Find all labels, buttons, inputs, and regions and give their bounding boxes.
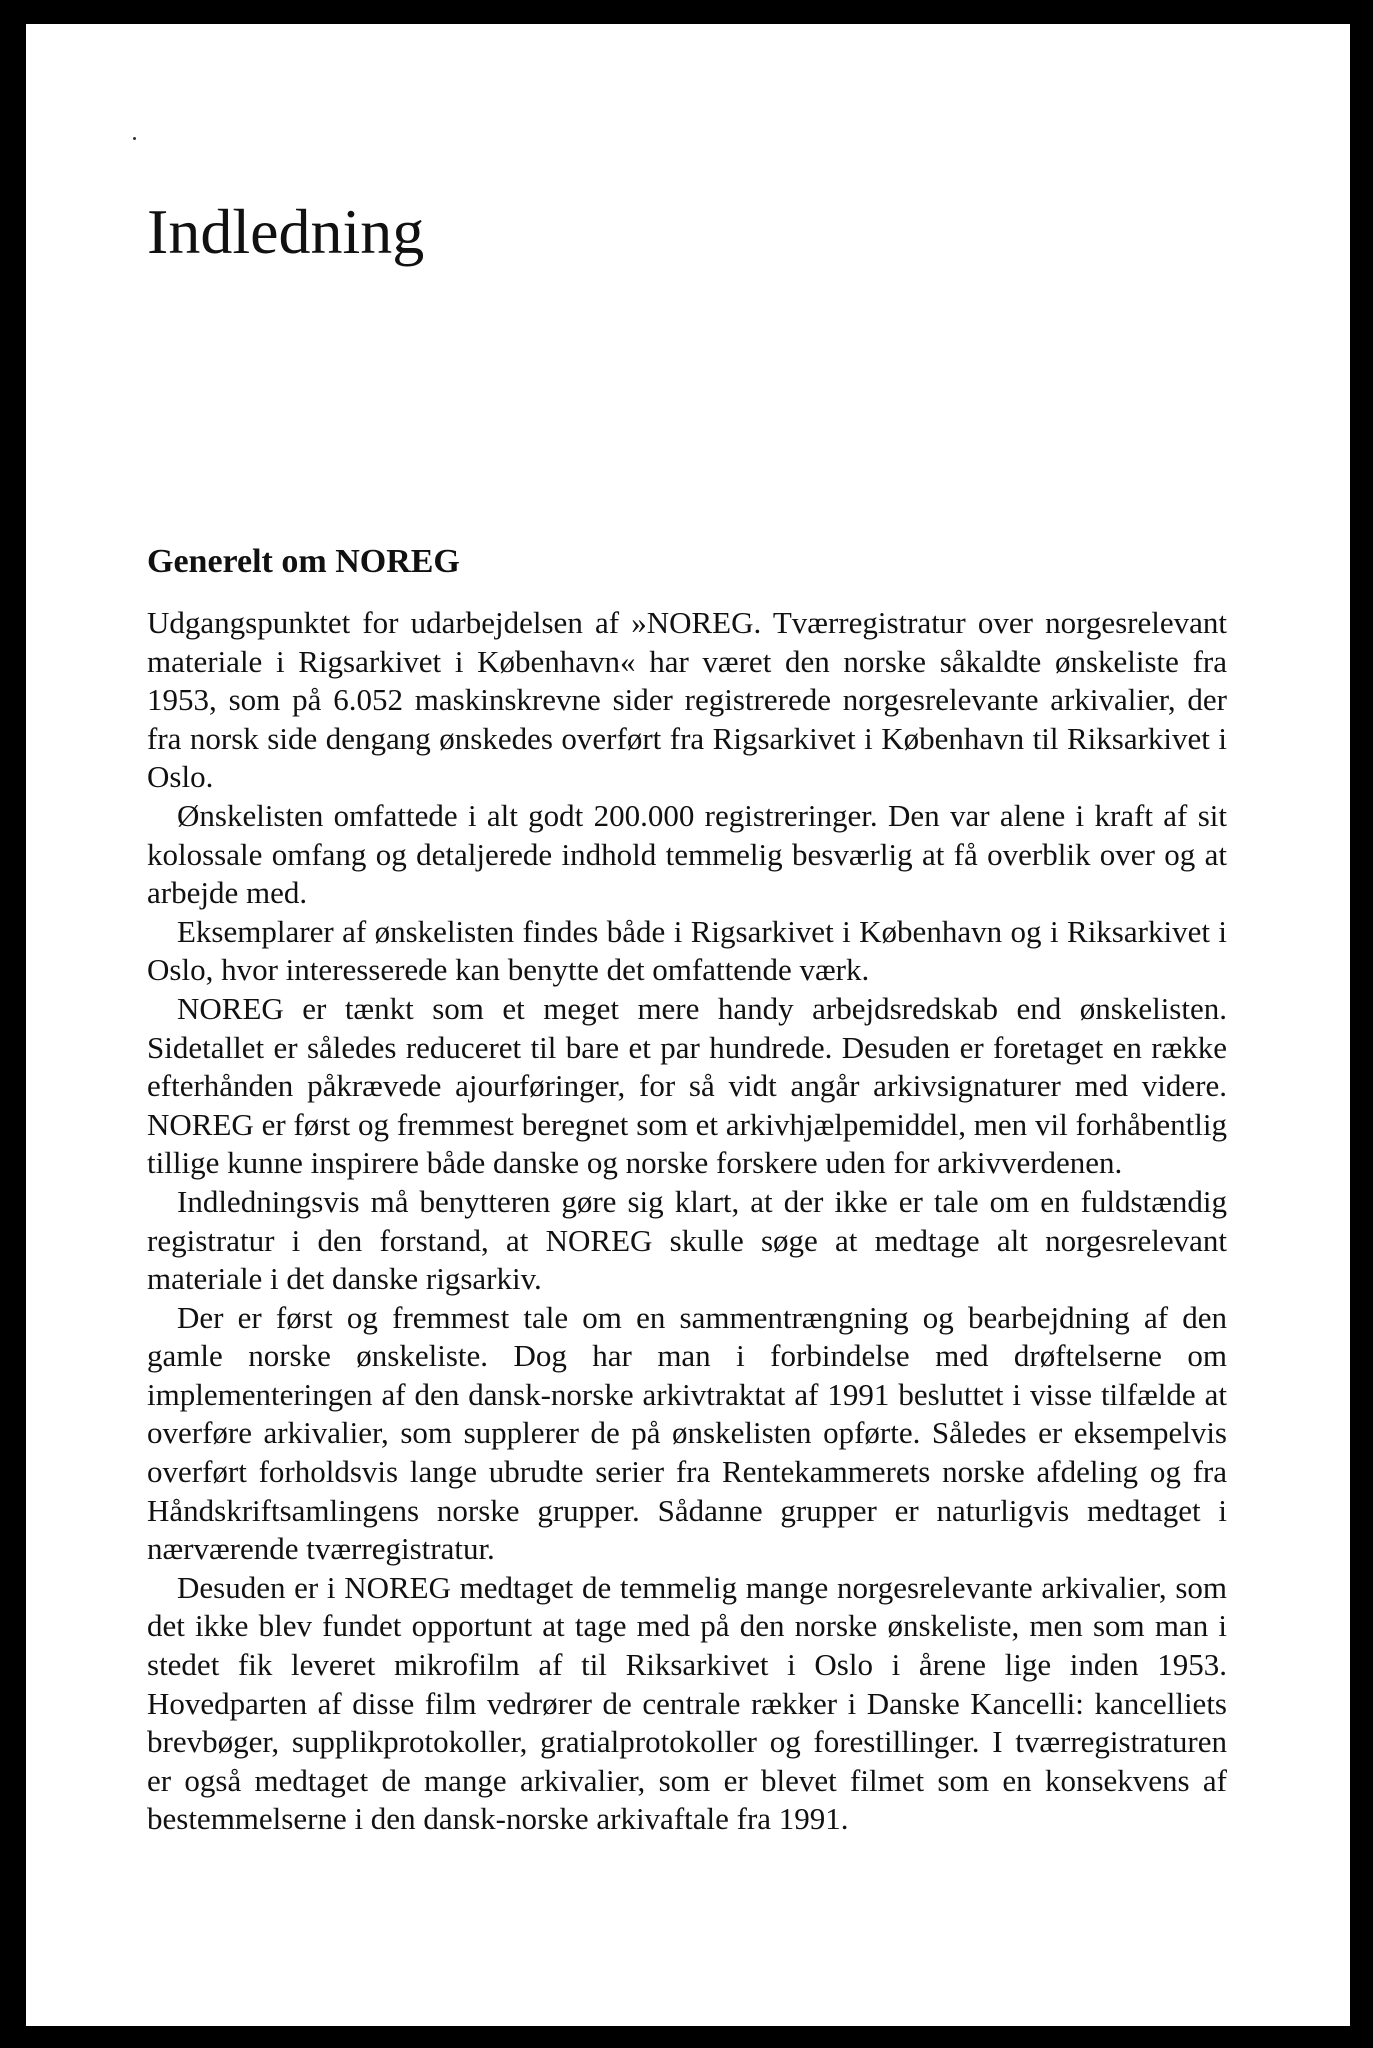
- section-heading: Generelt om NOREG: [147, 543, 460, 580]
- paragraph-2: Ønskelisten omfattede i alt godt 200.000 registreringer. Den var alene i kraft af sit kolossale omfang og detaljerede indhold temmelig besværlig at få overblik over og at arbejde med.: [147, 797, 1227, 911]
- page-title: Indledning: [147, 196, 425, 267]
- paragraph-3: Eksemplarer af ønskelisten findes både i Rigsarkivet i København og i Riksarkivet i Oslo, hvor interesserede kan benytte det omfattende værk.: [147, 913, 1227, 988]
- paragraph-5: Indledningsvis må benytteren gøre sig klart, at der ikke er tale om en fuldstændig registratur i den forstand, at NOREG skulle søge at medtage alt norgesrelevant materiale i det danske rigsarkiv.: [147, 1183, 1227, 1297]
- paragraph-6: Der er først og fremmest tale om en sammentrængning og bearbejdning af den gamle norske ønskeliste. Dog har man i forbindelse med drøftelserne om implementeringen af den dansk-norske arkivtraktat af 1991 besluttet i visse tilfælde at overføre arkivalier, som supplerer de på ønskelisten opførte. Således er eksempelvis overført forholdsvis lange ubrudte serier fra Rentekammerets norske afdeling og fra Håndskriftsamlingens norske grupper. Sådanne grupper er naturligvis medtaget i nærværende tværregistratur.: [147, 1299, 1227, 1567]
- paragraph-1: Udgangspunktet for udarbejdelsen af »NOREG. Tværregistratur over norgesrelevant materiale i Rigsarkivet i København« har været den norske såkaldte ønskeliste fra 1953, som på 6.052 maskinskrevne sider registrerede norgesrelevante arkivalier, der fra norsk side dengang ønskedes overført fra Rigsarkivet i København til Riksarkivet i Oslo.: [147, 605, 1227, 795]
- paragraph-4: NOREG er tænkt som et meget mere handy arbejdsredskab end ønskelisten. Sidetallet er således reduceret til bare et par hundrede. Desuden er foretaget en række efterhånden påkrævede ajourføringer, for så vidt angår arkivsignaturer med videre. NOREG er først og fremmest beregnet som et arkivhjælpemiddel, men vil forhåbentlig tillige kunne inspirere både danske og norske forskere uden for arkivverdenen.: [147, 990, 1227, 1181]
- paragraph-7: Desuden er i NOREG medtaget de temmelig mange norgesrelevante arkivalier, som det ikke blev fundet opportunt at tage med på den norske ønskeliste, men som man i stedet fik leveret mikrofilm af til Riksarkivet i Oslo i årene lige inden 1953. Hovedparten af disse film vedrører de centrale rækker i Danske Kancelli: kancelliets brevbøger, supplikprotokoller, gratialprotokoller og forestillinger. I tværregistraturen er også medtaget de mange arkivalier, som er blevet filmet som en konsekvens af bestemmelserne i den dansk-norske arkivaftale fra 1991.: [147, 1569, 1227, 1837]
- body-text: [147, 604, 1227, 1839]
- scan-speck: [133, 137, 136, 140]
- document-page: [26, 24, 1350, 2026]
